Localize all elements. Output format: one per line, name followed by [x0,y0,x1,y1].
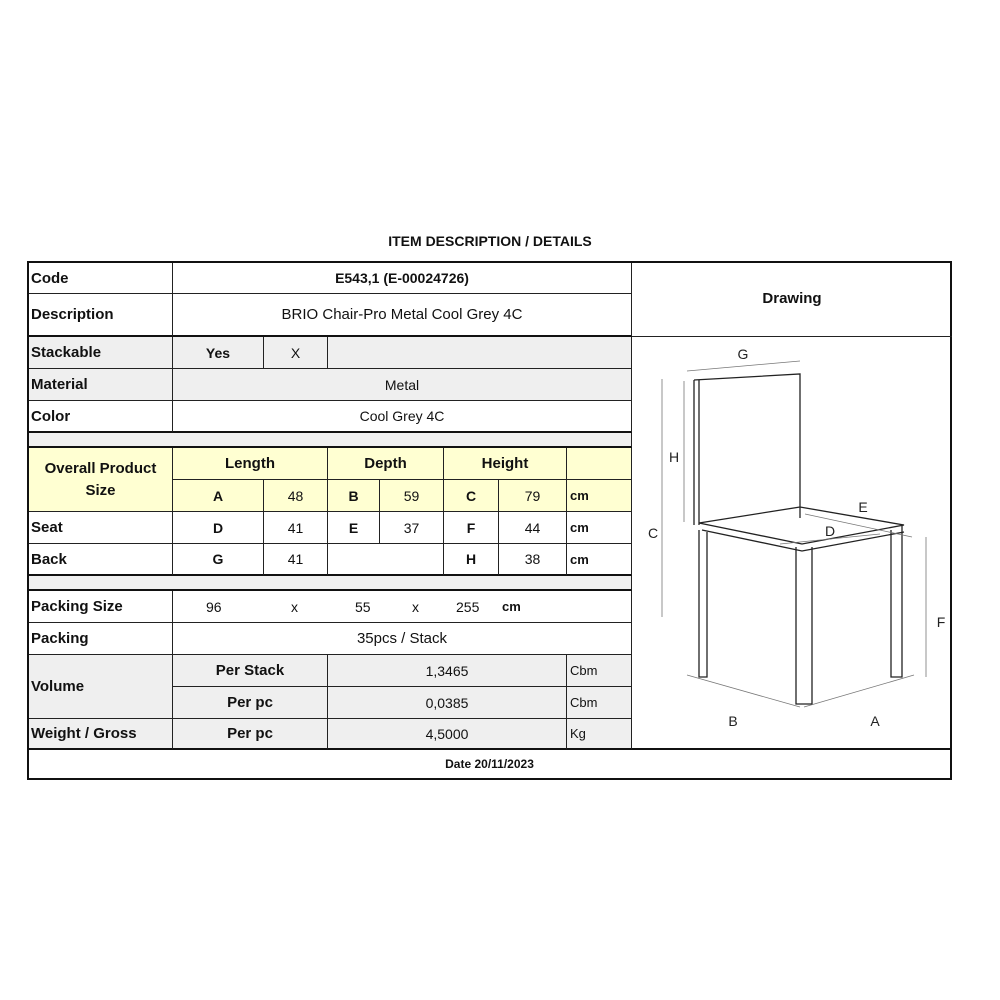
depth-header: Depth [328,448,444,480]
backrest-outline [694,374,800,518]
weight-per-pc-value: 4,5000 [328,719,567,750]
weight-per-pc-label: Per pc [173,719,328,750]
backrest-left-post [694,380,699,525]
seat-label: Seat [29,512,173,544]
overall-c-value: 79 [499,480,567,512]
packing-size-label: Packing Size [29,591,173,623]
stackable-empty [328,337,632,369]
label-d: D [824,523,836,539]
overall-b-key: B [328,480,380,512]
seat-f-key: F [444,512,499,544]
seat-d-value: 41 [264,512,328,544]
weight-unit: Kg [567,719,632,750]
dim-line-g [687,361,800,371]
label-f: F [936,614,946,630]
packing-size-value [173,591,632,623]
overall-c-key: C [444,480,499,512]
code-value: E543,1 (E-00024726) [173,263,632,294]
volume-per-pc-value: 0,0385 [328,687,567,719]
dim-line-b [687,675,800,707]
seat-outline [699,507,904,544]
description-label: Description [29,294,173,337]
code-label: Code [29,263,173,294]
label-a: A [870,713,880,729]
stackable-yes: Yes [173,337,264,369]
volume-label: Volume [29,655,173,719]
item-details-sheet [27,261,952,780]
packing-unit: cm [502,599,521,614]
seat-unit: cm [567,512,632,544]
packing-value: 35pcs / Stack [173,623,632,655]
back-h-key: H [444,544,499,576]
volume-per-pc-label: Per pc [173,687,328,719]
overall-a-value: 48 [264,480,328,512]
overall-b-value: 59 [380,480,444,512]
label-b: B [728,713,738,729]
back-unit: cm [567,544,632,576]
leg-front [796,547,812,704]
stackable-label: Stackable [29,337,173,369]
weight-label: Weight / Gross [29,719,173,750]
spacer-row-2 [29,576,632,591]
packing-width: 55 [355,598,371,615]
leg-right [891,525,902,677]
height-header: Height [444,448,567,480]
chair-drawing [632,337,952,750]
seat-d-key: D [173,512,264,544]
label-g: G [737,346,749,362]
volume-per-stack-label: Per Stack [173,655,328,687]
packing-length: 96 [206,598,222,615]
back-g-key: G [173,544,264,576]
overall-a-key: A [173,480,264,512]
drawing-header: Drawing [632,263,952,337]
back-g-value: 41 [264,544,328,576]
back-h-value: 38 [499,544,567,576]
leg-back-left [699,530,707,677]
label-c: C [647,525,659,541]
volume-per-stack-unit: Cbm [567,655,632,687]
dim-line-a [804,675,914,707]
overall-unit: cm [567,480,632,512]
material-label: Material [29,369,173,401]
seat-e-value: 37 [380,512,444,544]
color-label: Color [29,401,173,433]
seat-e-key: E [328,512,380,544]
page-title: ITEM DESCRIPTION / DETAILS [388,233,592,249]
stackable-mark: X [264,337,328,369]
description-value: BRIO Chair-Pro Metal Cool Grey 4C [173,294,632,337]
volume-per-stack-value: 1,3465 [328,655,567,687]
volume-per-pc-unit: Cbm [567,687,632,719]
material-value: Metal [173,369,632,401]
unit-header-empty [567,448,632,480]
date-label: Date 20/11/2023 [445,757,534,771]
back-depth-empty [328,544,444,576]
color-value: Cool Grey 4C [173,401,632,433]
back-label: Back [29,544,173,576]
spacer-row [29,433,632,448]
label-e: E [858,499,868,515]
overall-size-label: Overall Product Size [29,448,173,512]
seat-frame-front [702,530,904,551]
label-h: H [668,449,680,465]
seat-f-value: 44 [499,512,567,544]
packing-x2: x [412,598,419,615]
length-header: Length [173,448,328,480]
packing-height: 255 [456,598,480,615]
packing-x1: x [291,598,298,615]
packing-label: Packing [29,623,173,655]
